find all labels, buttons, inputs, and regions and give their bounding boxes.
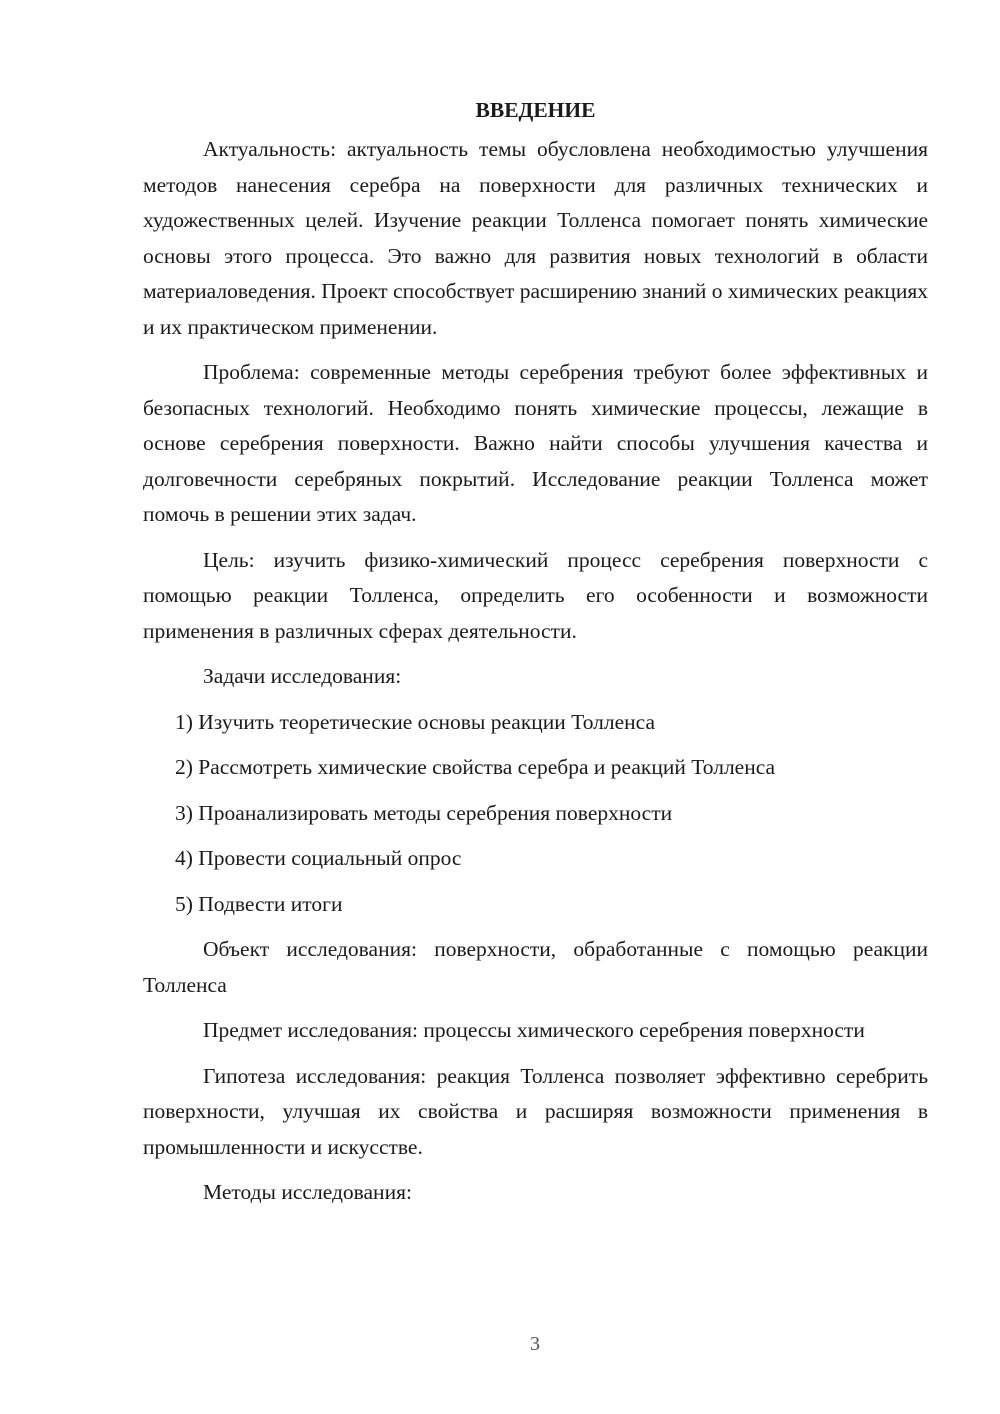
task-item-3: 3) Проанализировать методы серебрения поверхности	[175, 800, 673, 825]
problem-paragraph: Проблема: современные методы серебрения требуют более эффективных и безопасных технологий. Необходимо понять химические процессы, лежащие в основе серебрения поверхности. Важно найти способы улучшения качества и долговечности серебряных покрытий. Исследование реакции Толленса может помочь в решении этих задач.	[143, 360, 928, 526]
page-number: 3	[530, 1333, 540, 1355]
tasks-heading: Задачи исследования:	[203, 664, 402, 688]
page-content	[143, 92, 928, 1221]
methods-heading: Методы исследования:	[203, 1180, 412, 1204]
tasks-list	[143, 705, 928, 923]
task-item-5: 5) Подвести итоги	[175, 891, 343, 916]
object-paragraph: Объект исследования: поверхности, обработанные с помощью реакции Толленса	[143, 937, 928, 997]
hypothesis-paragraph: Гипотеза исследования: реакция Толленса позволяет эффективно серебрить поверхности, улучшая их свойства и расширяя возможности применения в промышленности и искусстве.	[143, 1063, 928, 1159]
section-title: ВВЕДЕНИЕ	[475, 98, 596, 122]
goal-paragraph: Цель: изучить физико-химический процесс серебрения поверхности с помощью реакции Толленса, определить его особенности и возможности применения в различных сферах деятельности.	[143, 547, 928, 643]
subject-paragraph: Предмет исследования: процессы химического серебрения поверхности	[203, 1018, 865, 1042]
task-item-2: 2) Рассмотреть химические свойства серебра и реакций Толленса	[175, 755, 776, 779]
relevance-paragraph: Актуальность: актуальность темы обусловлена необходимостью улучшения методов нанесения серебра на поверхности для различных технических и художественных целей. Изучение реакции Толленса помогает понять химические основы этого процесса. Это важно для развития новых технологий в области материаловедения. Проект способствует расширению знаний о химических реакциях и их практическом применении.	[143, 137, 929, 339]
task-item-4: 4) Провести социальный опрос	[175, 846, 462, 870]
task-item-1: 1) Изучить теоретические основы реакции Толленса	[175, 709, 656, 734]
